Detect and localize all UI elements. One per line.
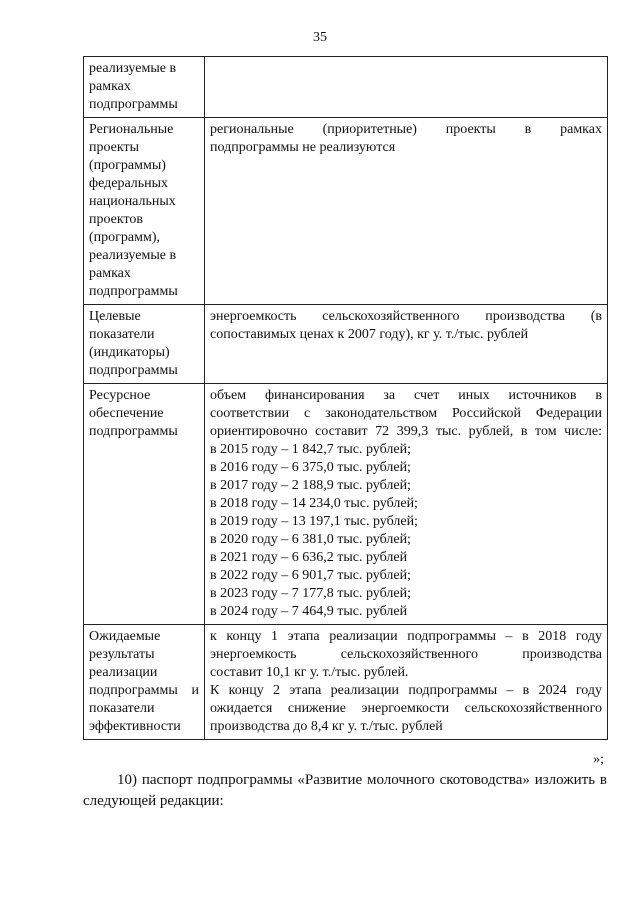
table-row: [84, 384, 608, 625]
table-row: [84, 305, 608, 384]
value-line: составит 10,1 кг у. т./тыс. рублей.: [210, 665, 409, 680]
value-line: энергоемкость сельскохозяйственного производства: [210, 647, 602, 662]
value-line: производства до 8,4 кг у. т./тыс. рублей: [210, 719, 443, 734]
row-label: [84, 625, 205, 740]
value-line: в 2019 году – 13 197,1 тыс. рублей;: [210, 514, 418, 529]
label-line: результаты: [89, 647, 155, 662]
table-row: [84, 625, 608, 740]
value-line: в 2024 году – 7 464,9 тыс. рублей: [210, 604, 408, 619]
value-line: региональные (приоритетные) проекты в рамках: [210, 122, 602, 137]
value-line: соответствии с законодательством Российской Федерации: [210, 406, 602, 421]
label-line: подпрограммы: [89, 424, 178, 439]
row-label: [84, 57, 205, 118]
value-line: энергоемкость сельскохозяйственного производства (в: [210, 309, 602, 324]
label-line: подпрограммы и: [89, 683, 199, 698]
value-line: в 2020 году – 6 381,0 тыс. рублей;: [210, 532, 411, 547]
value-line: К концу 2 этапа реализации подпрограммы – в 2024 году: [210, 683, 602, 698]
label-line: обеспечение: [89, 406, 164, 421]
label-line: рамках: [89, 79, 131, 94]
value-line: к концу 1 этапа реализации подпрограммы – в 2018 году: [210, 629, 602, 644]
label-line: (индикаторы): [89, 345, 170, 360]
row-value: [205, 384, 608, 625]
label-line: рамках: [89, 266, 131, 281]
row-label: [84, 384, 205, 625]
label-line: проектов: [89, 212, 144, 227]
row-value: [205, 305, 608, 384]
row-label: [84, 118, 205, 305]
label-line: реализуемые в: [89, 61, 177, 76]
row-value: [205, 118, 608, 305]
label-line: (программ),: [89, 230, 160, 245]
subprogram-passport-table: [83, 56, 608, 740]
label-line: реализуемые в: [89, 248, 177, 263]
value-line: в 2015 году – 1 842,7 тыс. рублей;: [210, 442, 411, 457]
table-row: [84, 118, 608, 305]
value-line: ожидается снижение энергоемкости сельскохозяйственного: [210, 701, 602, 716]
label-line: (программы): [89, 158, 166, 173]
label-line: Целевые: [89, 309, 141, 324]
value-line: в 2017 году – 2 188,9 тыс. рублей;: [210, 478, 411, 493]
label-line: проекты: [89, 140, 140, 155]
row-value: [205, 625, 608, 740]
value-line: в 2022 году – 6 901,7 тыс. рублей;: [210, 568, 411, 583]
label-line: реализации: [89, 665, 158, 680]
value-line: сопоставимых ценах к 2007 году), кг у. т./тыс. рублей: [210, 327, 529, 342]
value-line: в 2021 году – 6 636,2 тыс. рублей: [210, 550, 408, 565]
paragraph-text: 10) паспорт подпрограммы «Развитие молочного скотоводства» изложить в следующей редакции:: [83, 772, 607, 809]
label-line: Ожидаемые: [89, 629, 161, 644]
label-line: национальных: [89, 194, 176, 209]
page-number: 35: [313, 30, 327, 45]
label-line: подпрограммы: [89, 363, 178, 378]
label-line: федеральных: [89, 176, 169, 191]
closing-quote-mark: »;: [593, 752, 604, 767]
label-line: Региональные: [89, 122, 174, 137]
value-line: в 2016 году – 6 375,0 тыс. рублей;: [210, 460, 411, 475]
label-line: подпрограммы: [89, 284, 178, 299]
value-line: ориентировочно составит 72 399,3 тыс. рублей, в том числе:: [210, 424, 602, 439]
label-line: показатели: [89, 327, 155, 342]
row-label: [84, 305, 205, 384]
value-line: в 2018 году – 14 234,0 тыс. рублей;: [210, 496, 418, 511]
amendment-paragraph: [83, 770, 607, 812]
row-value: [205, 57, 608, 118]
value-line: подпрограммы не реализуются: [210, 140, 396, 155]
label-line: эффективности: [89, 719, 181, 734]
value-line: объем финансирования за счет иных источников в: [210, 388, 602, 403]
table-row: [84, 57, 608, 118]
label-line: подпрограммы: [89, 97, 178, 112]
label-line: Ресурсное: [89, 388, 151, 403]
label-line: показатели: [89, 701, 155, 716]
value-line: в 2023 году – 7 177,8 тыс. рублей;: [210, 586, 411, 601]
